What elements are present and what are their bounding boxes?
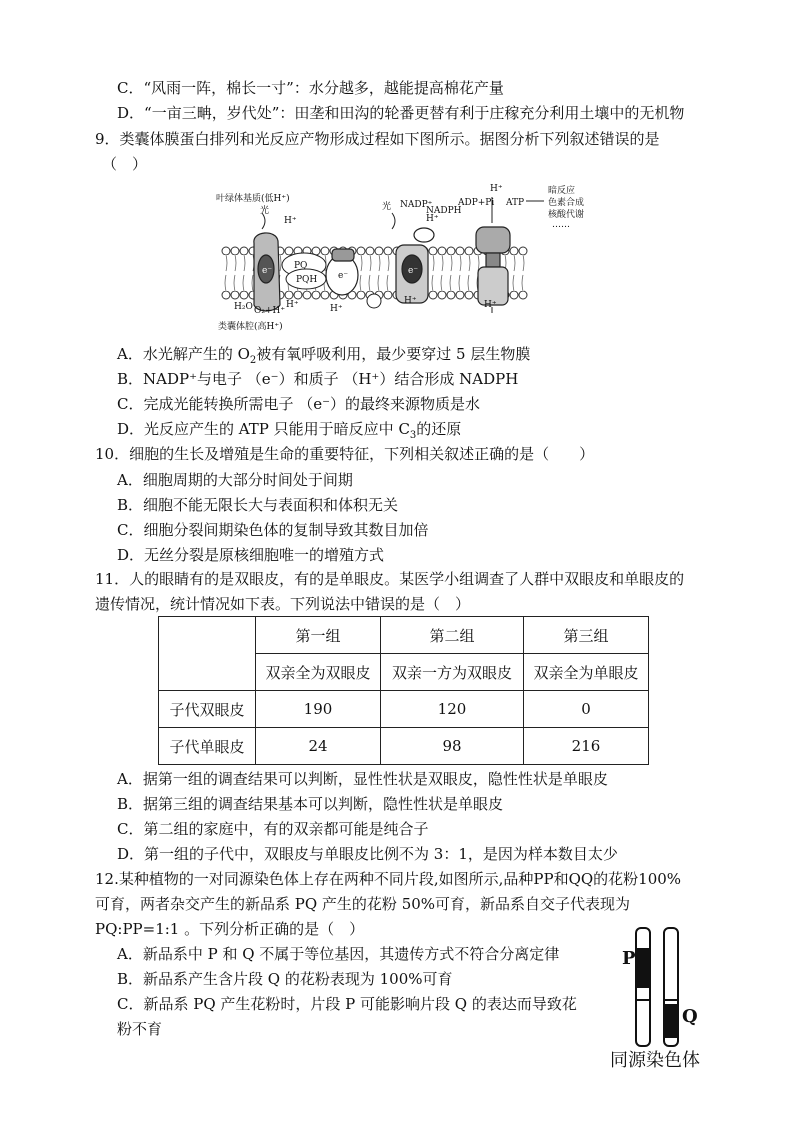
q10-option-b: B．细胞不能无限长大与表面积和体积无关 — [117, 496, 399, 514]
thylakoid-membrane-figure — [214, 183, 598, 333]
table-cell: 24 — [256, 728, 381, 765]
h-plus-label: H⁺ — [404, 296, 417, 306]
q9-option-b: B．NADP⁺与电子 （e⁻）和质子 （H⁺）结合形成 NADPH — [117, 370, 519, 388]
figure-caption: 同源染色体 — [610, 1050, 700, 1071]
q12-option-a: A．新品系中 P 和 Q 不属于等位基因，其遗传方式不符合分离定律 — [117, 945, 560, 963]
adp-label: ADP+Pi — [458, 198, 495, 208]
table-cell: 0 — [524, 691, 649, 728]
q10-stem: 10．细胞的生长及增殖是生命的重要特征，下列相关叙述正确的是（ ） — [95, 445, 595, 463]
q11-option-c: C．第二组的家庭中，有的双亲都可能是纯合子 — [117, 820, 429, 838]
q12-stem-line2: 可育，两者杂交产生的新品系 PQ 产生的花粉 50%可育，新品系自交子代表现为 — [95, 895, 631, 913]
segment-p — [636, 948, 650, 988]
table-parents-group1: 双亲全为双眼皮 — [256, 654, 381, 691]
electron-label: e⁻ — [262, 266, 273, 276]
table-corner-cell — [159, 617, 256, 691]
q10-option-a: A．细胞周期的大部分时间处于间期 — [117, 471, 353, 489]
lumen-label: 类囊体腔(高H⁺) — [218, 322, 283, 332]
pq-label: PQ — [294, 261, 308, 271]
q9-option-d: D．光反应产生的 ATP 只能用于暗反应中 $C_3$的还原 — [117, 420, 462, 441]
oxygen-label: O₂+H⁺ — [254, 306, 286, 316]
ellipsis-label: …… — [552, 220, 570, 230]
q11-stem-line2: 遗传情况，统计情况如下表。下列说法中错误的是（ ） — [95, 595, 471, 613]
q12-option-c-line2: 粉不育 — [117, 1020, 163, 1038]
label-p: P — [622, 948, 636, 969]
pqh-label: PQH — [296, 275, 318, 285]
table-header-group1: 第一组 — [256, 617, 381, 654]
table-cell: 120 — [381, 691, 524, 728]
water-label: H₂O — [234, 302, 253, 312]
nadp-label: NADP⁺ — [400, 200, 433, 210]
q12-stem-line1: 12.某种植物的一对同源染色体上存在两种不同片段,如图所示,品种PP和QQ的花粉100% — [95, 870, 682, 888]
h-plus-label: H⁺ — [286, 300, 299, 310]
q8-option-d: D．“一亩三畘，岁代处”：田垄和田沟的轮番更替有利于庄稼充分利用土壤中的无机物 — [117, 104, 685, 122]
h-plus-label: H⁺ — [490, 184, 503, 194]
table-cell: 190 — [256, 691, 381, 728]
h-plus-label: H⁺ — [330, 304, 343, 314]
q12-stem-line3: PQ:PP=1:1 。下列分析正确的是（ ） — [95, 920, 365, 938]
table-parents-group2: 双亲一方为双眼皮 — [381, 654, 524, 691]
pc-protein — [367, 294, 381, 308]
q11-option-d: D．第一组的子代中，双眼皮与单眼皮比例不为 3：1，是因为样本数目太少 — [117, 845, 618, 863]
electron-label: e⁻ — [408, 266, 419, 276]
nucleic-acid-metabolism-label: 核酸代谢 — [548, 210, 585, 220]
q12-option-c-line1: C．新品系 PQ 产生花粉时，片段 P 可能影响片段 Q 的表达而导致花 — [117, 995, 577, 1013]
segment-q — [664, 1004, 678, 1038]
q12-option-b: B．新品系产生含片段 Q 的花粉表现为 100%可育 — [117, 970, 453, 988]
table-header-group2: 第二组 — [381, 617, 524, 654]
table-row — [159, 728, 649, 765]
table-parents-group3: 双亲全为单眼皮 — [524, 654, 649, 691]
stroma-label: 叶绿体基质(低H⁺) — [216, 194, 290, 204]
h-plus-label: H⁺ — [284, 216, 297, 226]
table-row — [159, 691, 649, 728]
q8-option-c: C．“风雨一阵，棉长一寸”：水分越多，越能提高棉花产量 — [117, 79, 504, 97]
q9-stem: 9．类囊体膜蛋白排列和光反应产物形成过程如下图所示。据图分析下列叙述错误的是 — [95, 130, 660, 148]
q9-option-c: C．完成光能转换所需电子 （e⁻）的最终来源物质是水 — [117, 395, 481, 413]
q9-blank: （ ） — [102, 155, 148, 173]
h-plus-label: H⁺ — [484, 300, 497, 310]
table-row-label: 子代双眼皮 — [159, 691, 256, 728]
label-q: Q — [682, 1006, 698, 1027]
light-label-2: 光 — [382, 202, 392, 212]
light-label-1: 光 — [260, 206, 270, 216]
table-header-group3: 第三组 — [524, 617, 649, 654]
q11-stem-line1: 11．人的眼睛有的是双眼皮，有的是单眼皮。某医学小组调查了人群中双眼皮和单眼皮的 — [95, 570, 685, 588]
pigment-synthesis-label: 色素合成 — [548, 198, 585, 208]
q10-option-c: C．细胞分裂间期染色体的复制导致其数目加倍 — [117, 521, 429, 539]
q10-option-d: D．无丝分裂是原核细胞唯一的增殖方式 — [117, 546, 385, 564]
h-plus-label: H⁺ — [426, 214, 439, 224]
table-cell: 216 — [524, 728, 649, 765]
q11-option-a: A．据第一组的调查结果可以判断，显性性状是双眼皮，隐性性状是单眼皮 — [117, 770, 608, 788]
eyelid-inheritance-table — [158, 616, 649, 765]
dark-reaction-label: 暗反应 — [548, 186, 576, 196]
table-cell: 98 — [381, 728, 524, 765]
q9-option-a: A．水光解产生的 $O_2$被有氧呼吸利用，最少要穿过 5 层生物膜 — [117, 345, 531, 366]
nadph-label: NADPH — [426, 206, 462, 216]
table-row-label: 子代单眼皮 — [159, 728, 256, 765]
q11-option-b: B．据第三组的调查结果基本可以判断，隐性性状是单眼皮 — [117, 795, 504, 813]
electron-label: e⁻ — [338, 271, 349, 281]
atp-label: ATP — [506, 198, 525, 208]
